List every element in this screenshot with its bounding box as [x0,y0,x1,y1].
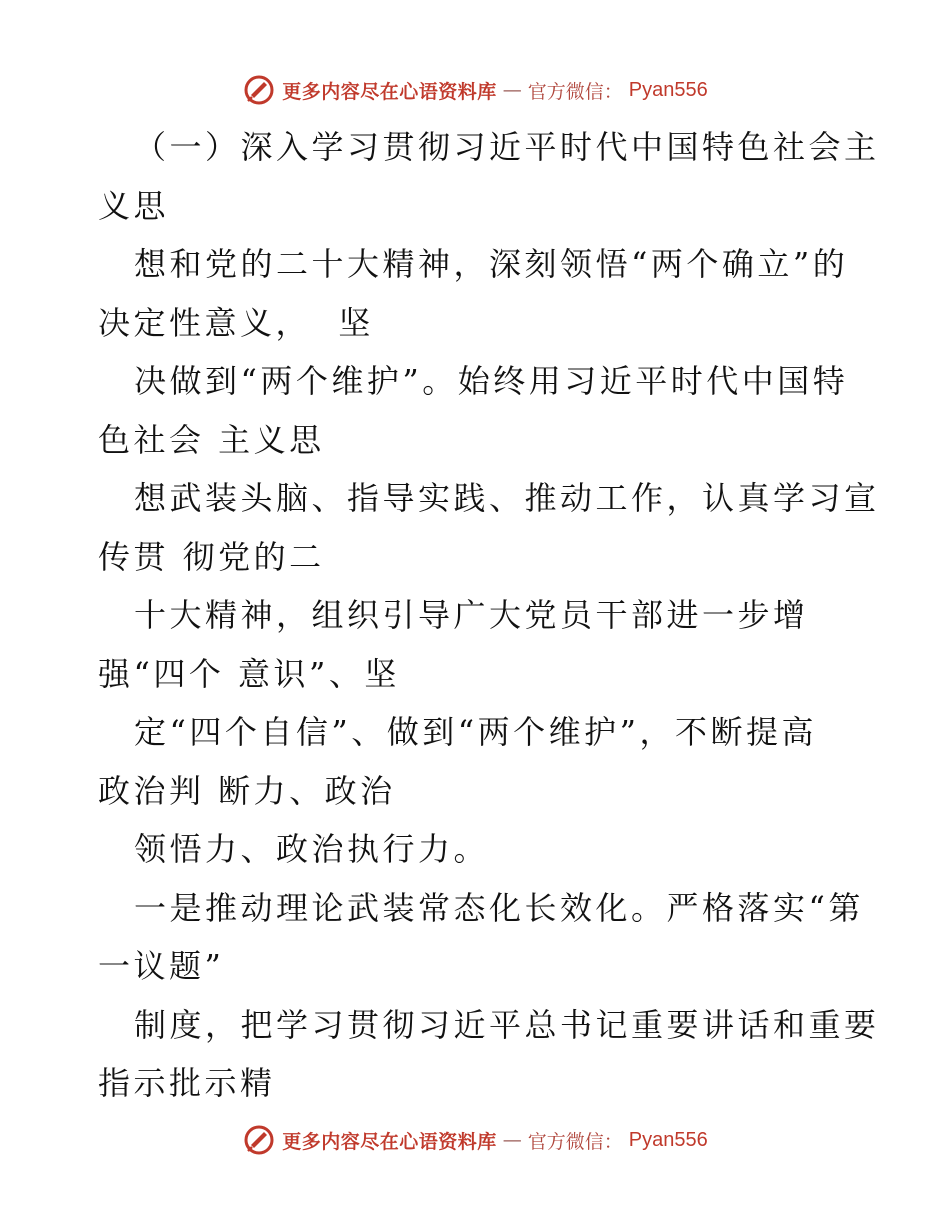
text-line: 政治判 断力、政治 [98,771,396,810]
watermark-contact-label: 官方微信： [527,80,623,103]
stylized-pen-logo-icon [242,73,276,107]
text-line: 传贯 彻党的二 [98,537,325,576]
text-line: 制度，把学习贯彻习近平总书记重要讲话和重要 [134,1005,880,1044]
text-line: 一是推动理论武装常态化长效化。严格落实“第 [134,888,864,927]
text-line: 义思 [98,186,170,225]
text-line: 强“四个 意识”、坚 [98,654,400,693]
document-body [98,118,880,1113]
text-line: 定“四个自信”、做到“两个维护”，不断提高 [134,713,817,751]
footer-watermark [0,1120,950,1160]
text-line: 决定性意义， 坚 [98,303,374,342]
stylized-pen-logo-icon [242,1123,276,1157]
text-line: 决做到“两个维护”。始终用习近平时代中国特 [134,362,849,400]
text-line: 十大精神，组织引导广大党员干部进一步增 [134,596,809,634]
watermark-promo-text: 更多内容尽在心语资料库 [282,80,497,103]
watermark-separator: — [502,1129,522,1151]
watermark-separator: — [502,79,522,101]
watermark-promo-text: 更多内容尽在心语资料库 [282,1130,497,1153]
text-line: 指示批示精 [98,1064,276,1102]
text-line: 领悟力、政治执行力。 [134,830,490,868]
watermark-handle: Pyan556 [628,1128,708,1151]
header-watermark [0,70,950,110]
watermark-contact-label: 官方微信： [527,1130,623,1153]
text-line: （一）深入学习贯彻习近平时代中国特色社会主 [134,128,880,166]
text-line: 想武装头脑、指导实践、推动工作，认真学习宣 [134,479,880,517]
text-line: 色社会 主义思 [98,420,325,459]
text-line: 一议题” [98,947,225,985]
watermark-handle: Pyan556 [628,78,708,101]
text-line: 想和党的二十大精神，深刻领悟“两个确立”的 [134,245,849,283]
